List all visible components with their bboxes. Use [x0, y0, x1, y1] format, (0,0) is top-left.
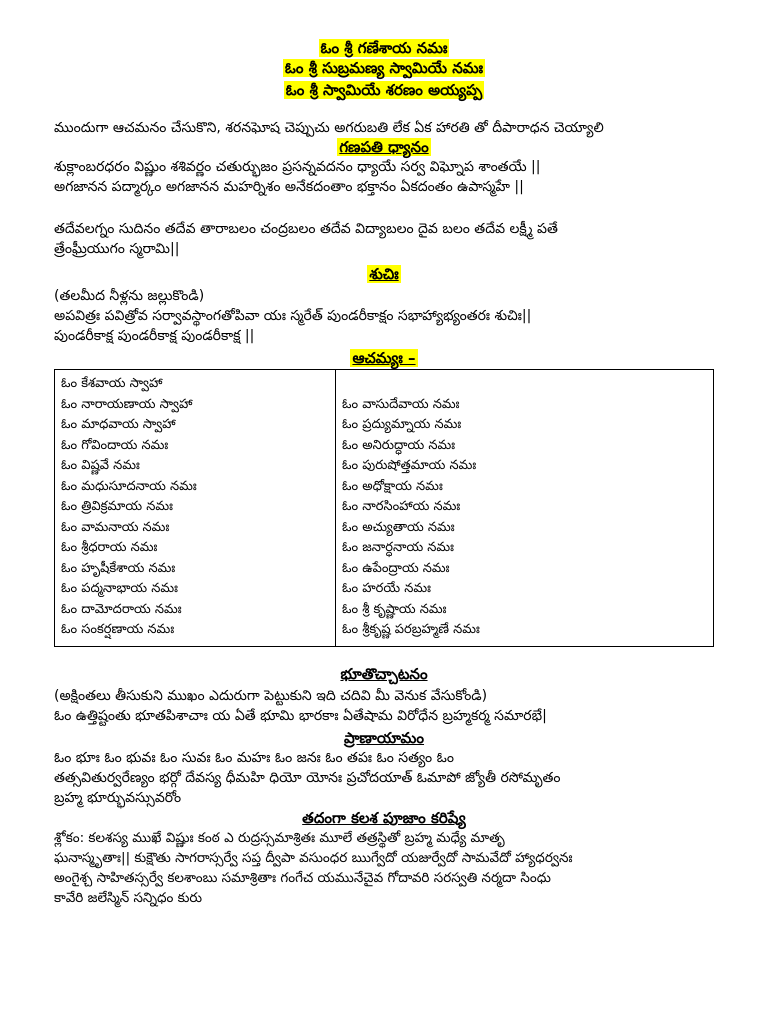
- suchi-note: (తలమీద నీళ్లను జల్లుకొండి): [54, 288, 205, 304]
- header-line-2: [0, 58, 768, 78]
- kalasha-line: ఘనాస్మృతాః|| కుక్షౌతు సాగరాస్సర్వే సప్త ద్వీపా వసుంధర ఋగ్వేదో యజుర్వేదో సామవేదో హ్యాధర్వనః: [54, 850, 573, 866]
- tadeva-line: తదేవలగ్నం సుదినం తదేవ తారాబలం చంద్రబలం తదేవ విద్యాబలం దైవ బలం తదేవ లక్ష్మీ పతే: [54, 221, 558, 237]
- achamya-left-item: ఓం పద్మనాభాయ నమః: [61, 581, 178, 596]
- suchi-heading-text: శుచిః: [369, 265, 399, 283]
- achamya-right-item: ఓం అధోక్షాయ నమః: [342, 478, 443, 494]
- ganapati-heading-text: గణపతి ధ్యానం: [339, 138, 429, 156]
- achamya-left-column: [55, 370, 336, 647]
- pranayama-line: బ్రహ్మ భూర్భువస్సువరోం: [54, 790, 182, 806]
- header-line-1-text: ఓం శ్రీ గణేశాయ నమః: [320, 39, 448, 57]
- achamya-right-item: ఓం పురుషోత్తమాయ నమః: [342, 458, 477, 473]
- header-line-3-text: ఓం శ్రీ స్వామియే శరణం అయ్యప్ప: [285, 81, 483, 99]
- ganapati-text: [54, 157, 722, 197]
- achamya-left-item: ఓం మాధవాయ స్వాహా: [61, 417, 176, 432]
- suchi-line: అపవిత్రః పవిత్రోవ సర్వావస్థాంగతోపివా యః స్మరేత్ పుండరీకాక్షం సభాహ్యాభ్యంతరః శుచిః||: [54, 308, 532, 324]
- header-line-2-text: ఓం శ్రీ సుబ్రమణ్య స్వామియే నమః: [284, 59, 484, 77]
- pranayama-line: ఓం భూః ఓం భువః ఓం సువః ఓం మహః ఓం జనః ఓం తపః ఓం సత్యం ఓం: [54, 750, 454, 766]
- achamya-left-item: ఓం విష్ణవే నమః: [61, 458, 140, 473]
- ganapati-line: శుక్లాంబరధరం విష్ణుం శశివర్ణం చతుర్భుజం ప్రసన్నవదనం ధ్యాయే సర్వ విఘ్నోప శాంతయే ||: [54, 159, 541, 175]
- header-line-1: [0, 38, 768, 58]
- achamya-right-item: ఓం అచ్యుతాయ నమః: [342, 519, 455, 535]
- tadeva-text: [54, 219, 722, 259]
- pranayama-heading: ప్రాణాయామం: [343, 729, 425, 747]
- achamya-left-item: ఓం వామనాయ నమః: [61, 519, 170, 535]
- kalasha-line: శ్లోకం: కలశస్య ముఖే విష్ణుః కంఠ ఎ రుద్రస్సమాశ్రితః మూలే తత్రస్థితో బ్రహ్మ మధ్యే మాతృ: [54, 830, 505, 846]
- achamya-left-item: ఓం దామోదరాయ నమః: [61, 601, 182, 617]
- achamya-right-item: ఓం శ్రీ కృష్ణాయ నమః: [342, 601, 447, 617]
- achamya-right-item: ఓం అనిరుద్ధాయ నమః: [342, 437, 456, 453]
- kalasha-line: అంగైశ్చ సాహితస్సర్వే కలశాంబు సమాశ్రితాః గంగేచ యమునేచైవ గోదావరి సరస్వతి నర్మదా సింధు: [54, 870, 551, 886]
- achamya-left-item: ఓం గోవిందాయ నమః: [61, 437, 169, 453]
- suchi-text: [54, 286, 722, 346]
- achamya-table: [54, 369, 714, 647]
- achamya-heading-text: ఆచమ్యః –: [352, 349, 416, 367]
- achamya-left-item: ఓం శ్రీధరాయ నమః: [61, 540, 158, 555]
- kalasha-heading: తదంగా కలశ పూజాం కరిష్యే: [302, 809, 466, 827]
- achamya-left-item: ఓం నారాయణాయ స్వాహా: [61, 396, 193, 412]
- achamya-right-item: ఓం హరయే నమః: [342, 581, 431, 596]
- bhutoccha-text: [54, 686, 722, 726]
- achamya-right-item: ఓం వాసుదేవాయ నమః: [342, 396, 460, 412]
- suchi-line: పుండరీకాక్ష పుండరీకాక్ష పుండరీకాక్ష ||: [54, 328, 255, 344]
- achamya-right-item: ఓం ప్రద్యుమ్నాయ నమః: [342, 417, 462, 432]
- kalasha-line: కావేరి జలేస్మిన్ సన్నిధం కురు: [54, 890, 203, 906]
- header-line-3: [0, 80, 768, 100]
- achamya-right-item: ఓం జనార్ధనాయ నమః: [342, 540, 455, 555]
- bhutoccha-heading: భూతొచ్చాటనం: [340, 665, 428, 683]
- pranayama-line: తత్సవితుర్వరేణ్యం భర్గో దేవస్య ధీమహి ధియో యోనః ప్రచోదయాత్ ఓమాపో జ్యోతీ రసోమృతం: [54, 770, 561, 786]
- achamya-left-item: ఓం సంకర్షణాయ నమః: [61, 622, 175, 637]
- tadeva-line: త్రేంఘ్రీయుగం స్మరామి||: [54, 241, 180, 257]
- ganapati-line: అగజానన పద్మార్కం అగజానన మహర్నిశం అనేకదంతాం భక్తానం ఏకదంతం ఉపాస్మహే ||: [54, 179, 524, 195]
- achamya-right-item: ఓం ఉపేంద్రాయ నమః: [342, 560, 450, 576]
- achamya-left-item: ఓం హృషీకేశాయ నమః: [61, 560, 176, 576]
- bhutoccha-note: (అక్షింతలు తీసుకుని ముఖం ఎదురుగా పెట్టుకుని ఇది చదివి మీ వెనుక వేసుకోండి): [54, 688, 488, 704]
- ganapati-heading: [0, 137, 768, 157]
- bhutoccha-line: ఓం ఉత్తిష్టంతు భూతపిశాచాః య ఏతే భూమి భారకాః ఏతేషామ విరోధేన బ్రహ్మకర్మ సమారభే|: [54, 708, 547, 724]
- suchi-heading: [0, 264, 768, 284]
- achamya-table-row: [55, 370, 714, 647]
- achamya-right-item: ఓం నారసింహాయ నమః: [342, 499, 461, 514]
- kalasha-text: [54, 828, 722, 908]
- achamya-left-item: ఓం మధుసూదనాయ నమః: [61, 478, 197, 494]
- achamya-right-column: [336, 370, 714, 647]
- intro-text: ముందుగా ఆచమనం చేసుకొని, శరనఘోష చెప్పుచు అగరుబతి లేక ఏక హారతి తో దీపారాధన చెయ్యాలి: [54, 120, 604, 136]
- achamya-left-item: ఓం కేశవాయ స్వాహా: [61, 376, 163, 391]
- achamya-right-item: [342, 374, 707, 395]
- achamya-heading: [0, 348, 768, 368]
- achamya-right-item: ఓం శ్రీకృష్ణ పరబ్రహ్మణే నమః: [342, 622, 480, 637]
- achamya-left-item: ఓం త్రివిక్రమాయ నమః: [61, 499, 173, 514]
- pranayama-text: [54, 748, 722, 808]
